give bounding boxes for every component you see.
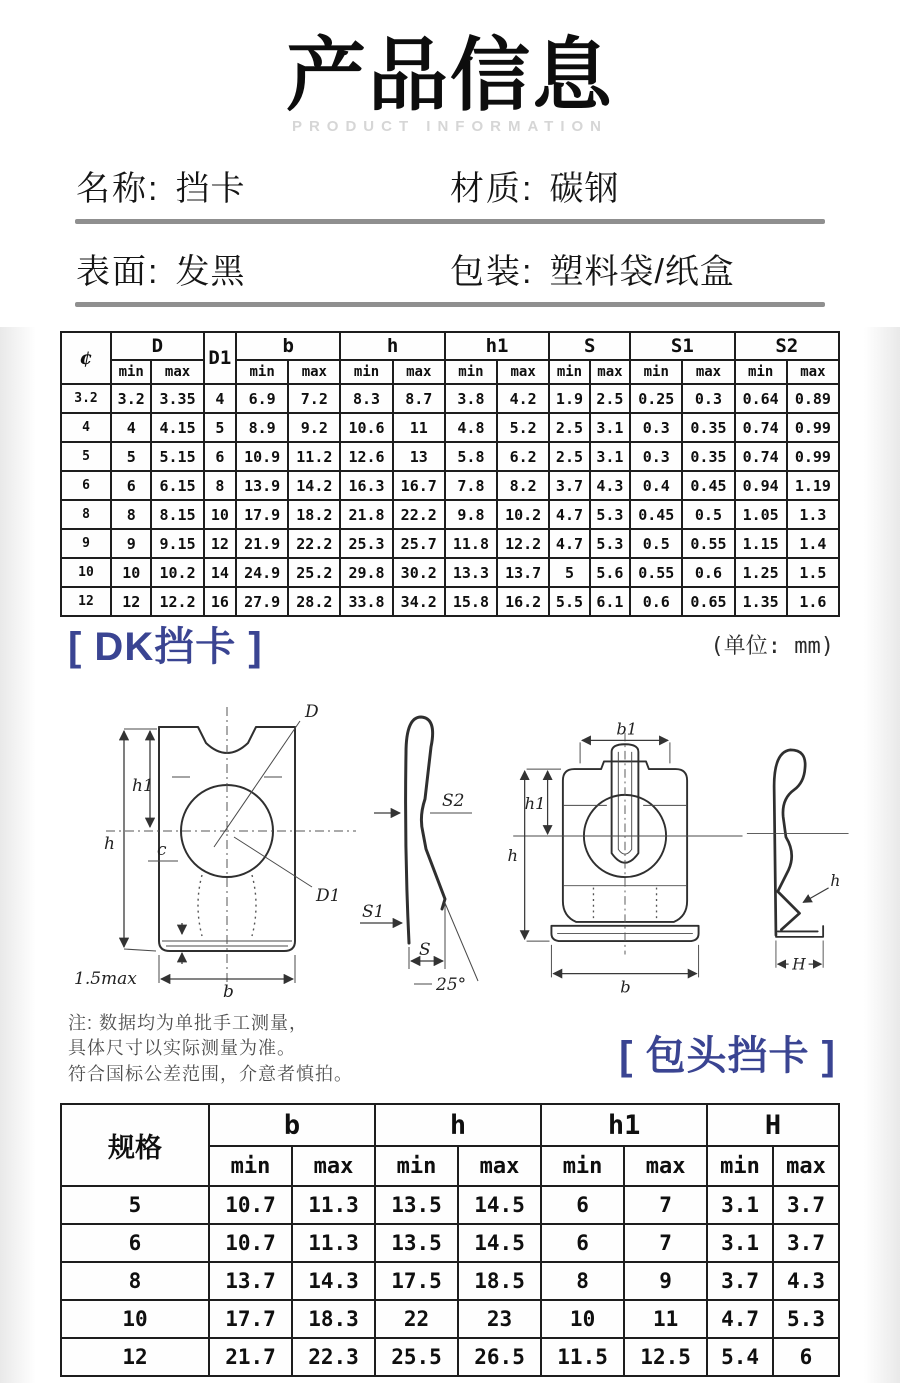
table-cell: 15.8 <box>445 587 497 616</box>
table-header-cell: max <box>393 360 445 384</box>
table-cell: 0.6 <box>630 587 682 616</box>
table-header-cell: min <box>735 360 787 384</box>
table-cell: 5.15 <box>151 442 203 471</box>
table-cell: 4.7 <box>707 1300 773 1338</box>
info-label: 材质: <box>450 170 534 208</box>
table-header-cell: h1 <box>541 1104 707 1146</box>
info-row <box>60 244 840 290</box>
table-cell: 3.7 <box>773 1224 839 1262</box>
table-cell: 33.8 <box>340 587 392 616</box>
dk-heading-row <box>60 617 840 687</box>
table-cell: 1.15 <box>735 529 787 558</box>
baotou-heading: [ 包头挡卡 ] <box>619 1034 836 1078</box>
table-cell: 8.2 <box>497 471 549 500</box>
table-header-cell: b <box>236 332 340 360</box>
table-cell: 0.94 <box>735 471 787 500</box>
table-cell: 5 <box>549 558 589 587</box>
table-cell: 3.1 <box>707 1224 773 1262</box>
table-cell: 13.3 <box>445 558 497 587</box>
table-cell: 21.8 <box>340 500 392 529</box>
table-cell: 6 <box>541 1186 624 1224</box>
table-cell: 14 <box>204 558 236 587</box>
table-cell: 0.5 <box>682 500 734 529</box>
baotou-side-view-drawing <box>736 717 854 997</box>
technical-drawings <box>60 689 840 1001</box>
table-cell: 16 <box>204 587 236 616</box>
table-cell: 21.9 <box>236 529 288 558</box>
note-line: 具体尺寸以实际测量为准。 <box>68 1038 296 1059</box>
info-label: 包装: <box>450 253 534 291</box>
table-cell: 8 <box>541 1262 624 1300</box>
note-line: 注: 数据均为单批手工测量， <box>68 1012 309 1033</box>
dim-label-h: h <box>104 834 115 854</box>
table-cell: 5.4 <box>707 1338 773 1376</box>
table-cell: 11.5 <box>541 1338 624 1376</box>
table-cell: 9.2 <box>288 413 340 442</box>
table-header-cell: S1 <box>630 332 734 360</box>
table-row <box>61 1300 839 1338</box>
table-cell: 5 <box>61 442 111 471</box>
table-header-cell: max <box>292 1146 375 1186</box>
table-cell: 0.45 <box>630 500 682 529</box>
table-cell: 13 <box>393 442 445 471</box>
table-cell: 1.4 <box>787 529 839 558</box>
table-cell: 8 <box>111 500 151 529</box>
table-cell: 9 <box>61 529 111 558</box>
table-cell: 6.9 <box>236 384 288 413</box>
table-cell: 11.3 <box>292 1186 375 1224</box>
table-header-cell: D <box>111 332 204 360</box>
page-title: 产品信息 <box>286 31 614 120</box>
table-cell: 3.1 <box>590 442 630 471</box>
table-cell: 1.35 <box>735 587 787 616</box>
table-cell: 0.35 <box>682 413 734 442</box>
table-cell: 8.7 <box>393 384 445 413</box>
table-cell: 6 <box>204 442 236 471</box>
info-value: 挡卡 <box>175 170 246 208</box>
table-cell: 1.05 <box>735 500 787 529</box>
table-cell: 0.6 <box>682 558 734 587</box>
divider-line <box>75 219 825 224</box>
table-cell: 26.5 <box>458 1338 541 1376</box>
divider-line <box>75 302 825 307</box>
table-row <box>61 500 839 529</box>
table-cell: 12 <box>111 587 151 616</box>
table-cell: 0.3 <box>630 442 682 471</box>
table-cell: 4.3 <box>773 1262 839 1300</box>
dim-label-h: h <box>830 872 841 891</box>
info-value: 塑料袋/纸盒 <box>549 253 735 291</box>
table-header-cell: 规格 <box>61 1104 209 1186</box>
table-row <box>61 413 839 442</box>
table-cell: 7 <box>624 1186 707 1224</box>
dim-label-H: H <box>792 955 806 974</box>
table-cell: 10 <box>61 558 111 587</box>
table-cell: 0.99 <box>787 442 839 471</box>
table-header-cell: min <box>707 1146 773 1186</box>
table-cell: 9 <box>111 529 151 558</box>
table-cell: 10 <box>61 1300 209 1338</box>
table-cell: 22.3 <box>292 1338 375 1376</box>
table-cell: 21.7 <box>209 1338 292 1376</box>
table-cell: 5.2 <box>497 413 549 442</box>
dim-label-h1: h1 <box>524 794 546 814</box>
spec-sheet <box>0 327 900 1383</box>
table-cell: 11.2 <box>288 442 340 471</box>
note-line: 符合国标公差范围，介意者慎拍。 <box>68 1063 353 1084</box>
info-value: 发黑 <box>175 253 246 291</box>
table-row <box>61 1338 839 1376</box>
table-cell: 13.5 <box>375 1186 458 1224</box>
table-cell: 4 <box>204 384 236 413</box>
table-cell: 11.8 <box>445 529 497 558</box>
table-header-cell: max <box>682 360 734 384</box>
dim-label-h: h <box>507 845 518 865</box>
table-cell: 22 <box>375 1300 458 1338</box>
table-cell: 8 <box>61 1262 209 1300</box>
table-cell: 30.2 <box>393 558 445 587</box>
table-row <box>61 384 839 413</box>
table-header-cell: b <box>209 1104 375 1146</box>
dim-label-S2: S2 <box>442 791 465 811</box>
table-cell: 2.5 <box>549 413 589 442</box>
info-label: 名称: <box>76 170 160 208</box>
table-cell: 16.2 <box>497 587 549 616</box>
table-cell: 12 <box>61 587 111 616</box>
table-cell: 7.8 <box>445 471 497 500</box>
table-cell: 10 <box>204 500 236 529</box>
dim-label-angle: 25° <box>436 975 467 995</box>
table-header-cell: min <box>111 360 151 384</box>
table-cell: 4 <box>61 413 111 442</box>
table-cell: 22.2 <box>288 529 340 558</box>
table-cell: 5.3 <box>590 500 630 529</box>
unit-note: (单位: mm) <box>710 634 834 659</box>
table-cell: 18.5 <box>458 1262 541 1300</box>
table-cell: 1.9 <box>549 384 589 413</box>
table-cell: 14.5 <box>458 1224 541 1262</box>
table-header-cell: min <box>340 360 392 384</box>
table-row <box>61 471 839 500</box>
note-row <box>60 1001 840 1103</box>
dk-side-view-drawing <box>348 691 498 1001</box>
table-cell: 17.5 <box>375 1262 458 1300</box>
table-cell: 0.74 <box>735 442 787 471</box>
table-header-cell: max <box>590 360 630 384</box>
table-header-cell: min <box>541 1146 624 1186</box>
table-cell: 0.3 <box>682 384 734 413</box>
table-cell: 3.35 <box>151 384 203 413</box>
table-cell: 10 <box>541 1300 624 1338</box>
table-row <box>61 1262 839 1300</box>
table-header-cell: S2 <box>735 332 839 360</box>
table-row <box>61 1224 839 1262</box>
table-cell: 17.7 <box>209 1300 292 1338</box>
table-cell: 6 <box>773 1338 839 1376</box>
table-cell: 10.2 <box>497 500 549 529</box>
table-cell: 12.2 <box>497 529 549 558</box>
table-header-cell: H <box>707 1104 839 1146</box>
table-cell: 12.6 <box>340 442 392 471</box>
table-cell: 6.1 <box>590 587 630 616</box>
table-row <box>61 1186 839 1224</box>
table-cell: 0.89 <box>787 384 839 413</box>
table-cell: 1.19 <box>787 471 839 500</box>
product-info-section <box>0 161 900 307</box>
table-cell: 0.55 <box>630 558 682 587</box>
table-cell: 0.45 <box>682 471 734 500</box>
table-cell: 12.5 <box>624 1338 707 1376</box>
table-cell: 3.7 <box>773 1186 839 1224</box>
table-cell: 6 <box>61 1224 209 1262</box>
table-cell: 12 <box>204 529 236 558</box>
table-cell: 4.7 <box>549 500 589 529</box>
table-cell: 0.55 <box>682 529 734 558</box>
table-cell: 9 <box>624 1262 707 1300</box>
table-header-cell: min <box>209 1146 292 1186</box>
table-cell: 10 <box>111 558 151 587</box>
table-cell: 12.2 <box>151 587 203 616</box>
measurement-note <box>68 1011 353 1088</box>
table-cell: 10.9 <box>236 442 288 471</box>
dim-label-b: b <box>620 977 631 997</box>
table-cell: 10.7 <box>209 1186 292 1224</box>
table-cell: 6 <box>111 471 151 500</box>
table-cell: 3.2 <box>111 384 151 413</box>
dim-label-D1: D1 <box>316 886 341 906</box>
table-header-cell: min <box>375 1146 458 1186</box>
table-cell: 25.7 <box>393 529 445 558</box>
table-cell: 5.3 <box>773 1300 839 1338</box>
table-header-cell: max <box>787 360 839 384</box>
table-cell: 0.35 <box>682 442 734 471</box>
table-cell: 27.9 <box>236 587 288 616</box>
table-header-cell: min <box>630 360 682 384</box>
table-row <box>61 587 839 616</box>
table-cell: 22.2 <box>393 500 445 529</box>
table-cell: 0.4 <box>630 471 682 500</box>
table-cell: 1.25 <box>735 558 787 587</box>
table-header-cell: max <box>773 1146 839 1186</box>
table-cell: 8.3 <box>340 384 392 413</box>
table-header-cell: max <box>624 1146 707 1186</box>
baotou-front-view-drawing <box>496 713 754 1001</box>
table-header-cell: max <box>458 1146 541 1186</box>
table-header-cell: h <box>340 332 444 360</box>
info-value: 碳钢 <box>549 170 620 208</box>
table-cell: 9.15 <box>151 529 203 558</box>
table-cell: 0.25 <box>630 384 682 413</box>
table-cell: 5.5 <box>549 587 589 616</box>
table-cell: 0.64 <box>735 384 787 413</box>
table-cell: 4.8 <box>445 413 497 442</box>
table-cell: 13.9 <box>236 471 288 500</box>
table-cell: 6 <box>541 1224 624 1262</box>
table-header-cell: h <box>375 1104 541 1146</box>
table-cell: 4 <box>111 413 151 442</box>
table-cell: 7.2 <box>288 384 340 413</box>
table-cell: 16.3 <box>340 471 392 500</box>
table-cell: 25.3 <box>340 529 392 558</box>
table-header-cell: D1 <box>204 332 236 384</box>
table-row <box>61 442 839 471</box>
table-cell: 12 <box>61 1338 209 1376</box>
table-cell: 3.1 <box>590 413 630 442</box>
table-cell: 1.6 <box>787 587 839 616</box>
table-cell: 11 <box>393 413 445 442</box>
table-cell: 0.5 <box>630 529 682 558</box>
table-cell: 0.99 <box>787 413 839 442</box>
table-cell: 9.8 <box>445 500 497 529</box>
table-cell: 6 <box>61 471 111 500</box>
table-cell: 5 <box>61 1186 209 1224</box>
table-cell: 7 <box>624 1224 707 1262</box>
table-header-cell: min <box>549 360 589 384</box>
table-cell: 11 <box>624 1300 707 1338</box>
table-cell: 3.7 <box>549 471 589 500</box>
info-row <box>60 161 840 207</box>
info-field-material <box>450 161 824 210</box>
table-header-cell: h1 <box>445 332 549 360</box>
table-cell: 8 <box>61 500 111 529</box>
table-cell: 16.7 <box>393 471 445 500</box>
table-cell: 1.5 <box>787 558 839 587</box>
title-block <box>0 0 900 135</box>
table-header-cell: min <box>445 360 497 384</box>
table-cell: 13.7 <box>497 558 549 587</box>
table-cell: 0.74 <box>735 413 787 442</box>
table-row <box>61 558 839 587</box>
table-cell: 3.1 <box>707 1186 773 1224</box>
dk-spec-table <box>60 331 840 617</box>
table-cell: 5.6 <box>590 558 630 587</box>
table-cell: 3.2 <box>61 384 111 413</box>
table-cell: 14.3 <box>292 1262 375 1300</box>
table-cell: 2.5 <box>549 442 589 471</box>
info-label: 表面: <box>76 253 160 291</box>
table-cell: 13.5 <box>375 1224 458 1262</box>
table-cell: 10.6 <box>340 413 392 442</box>
table-cell: 0.65 <box>682 587 734 616</box>
table-cell: 4.2 <box>497 384 549 413</box>
table-cell: 10.7 <box>209 1224 292 1262</box>
table-cell: 14.2 <box>288 471 340 500</box>
table-cell: 18.3 <box>292 1300 375 1338</box>
table-header-cell: S <box>549 332 630 360</box>
dim-label-thickness: 1.5max <box>74 969 137 989</box>
dim-label-S: S <box>419 940 431 960</box>
table-cell: 34.2 <box>393 587 445 616</box>
info-field-surface <box>76 244 450 293</box>
table-cell: 4.7 <box>549 529 589 558</box>
table-cell: 25.5 <box>375 1338 458 1376</box>
table-cell: 4.3 <box>590 471 630 500</box>
dim-label-D: D <box>305 702 319 722</box>
table-cell: 13.7 <box>209 1262 292 1300</box>
table-cell: 8 <box>204 471 236 500</box>
table-cell: 29.8 <box>340 558 392 587</box>
table-cell: 17.9 <box>236 500 288 529</box>
table-cell: 6.2 <box>497 442 549 471</box>
table-cell: 4.15 <box>151 413 203 442</box>
table-cell: 5.8 <box>445 442 497 471</box>
dim-label-b: b <box>223 982 234 999</box>
table-cell: 1.3 <box>787 500 839 529</box>
table-header-cell: min <box>236 360 288 384</box>
table-cell: 6.15 <box>151 471 203 500</box>
table-header-cell: max <box>288 360 340 384</box>
table-cell: 28.2 <box>288 587 340 616</box>
table-cell: 5.3 <box>590 529 630 558</box>
baotou-spec-table <box>60 1103 840 1377</box>
table-cell: 5 <box>111 442 151 471</box>
dk-front-view-drawing <box>62 689 362 999</box>
table-header-cell: max <box>151 360 203 384</box>
dim-label-b1: b1 <box>616 719 638 739</box>
dk-heading: [ DK挡卡 ] <box>68 625 263 669</box>
info-field-name <box>76 161 450 210</box>
info-field-packaging <box>450 244 824 293</box>
table-cell: 24.9 <box>236 558 288 587</box>
table-cell: 8.9 <box>236 413 288 442</box>
table-cell: 25.2 <box>288 558 340 587</box>
dim-label-h1: h1 <box>132 776 154 796</box>
table-cell: 3.7 <box>707 1262 773 1300</box>
table-cell: 5 <box>204 413 236 442</box>
table-cell: 2.5 <box>590 384 630 413</box>
table-cell: 23 <box>458 1300 541 1338</box>
dim-label-S1: S1 <box>362 902 385 922</box>
table-cell: 11.3 <box>292 1224 375 1262</box>
table-cell: 14.5 <box>458 1186 541 1224</box>
table-cell: 0.3 <box>630 413 682 442</box>
table-cell: 8.15 <box>151 500 203 529</box>
table-cell: 18.2 <box>288 500 340 529</box>
table-cell: 3.8 <box>445 384 497 413</box>
table-header-cell: max <box>497 360 549 384</box>
dim-label-c: c <box>157 840 167 860</box>
table-header-cell: ¢ <box>61 332 111 384</box>
page-subtitle: PRODUCT INFORMATION <box>291 118 609 135</box>
table-cell: 10.2 <box>151 558 203 587</box>
table-row <box>61 529 839 558</box>
